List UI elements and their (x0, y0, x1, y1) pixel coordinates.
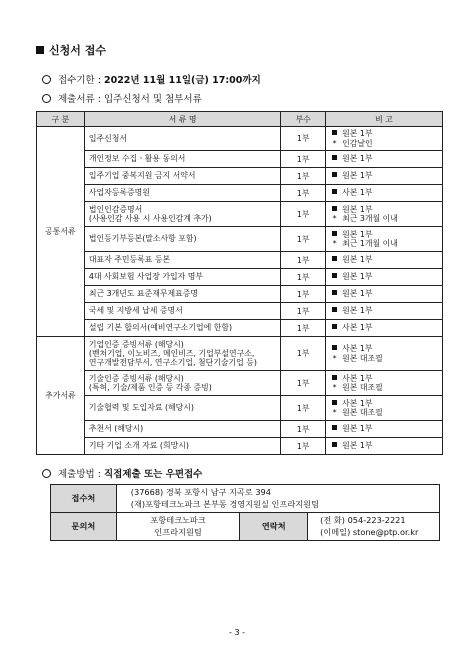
remarks-cell (326, 202, 443, 227)
remarks-cell (326, 421, 443, 438)
document-name-line: 4대 사회보험 사업장 가입자 명부 (88, 272, 204, 282)
count-cell: 1부 (281, 438, 326, 455)
count-cell: 1부 (281, 421, 326, 438)
category-cell: 공통서류 (37, 127, 85, 337)
category-cell: 추가서류 (37, 337, 85, 455)
remark-line (332, 214, 442, 223)
remark-line (332, 272, 442, 281)
page-number: - 3 - (229, 628, 245, 637)
asterisk-icon: * (332, 383, 337, 392)
remark-line (332, 344, 442, 353)
remark-line (332, 306, 442, 315)
asterisk-icon: * (332, 138, 337, 148)
square-bullet-icon (332, 307, 337, 312)
address-line-2: (재)포항테크노파크 본부동 경영지원실 인프라지원팀 (130, 498, 319, 509)
count-cell: 1부 (281, 127, 326, 151)
email-text: (이메일) stone@ptp.or.kr (320, 526, 419, 537)
remark-text: 원본 대조필 (342, 408, 383, 417)
deadline-line (42, 72, 261, 86)
document-name-line: 추천서 (해당시) (88, 424, 144, 434)
remark-text: 사본 1부 (342, 398, 373, 408)
remark-text: 사본 1부 (342, 373, 373, 383)
document-name-cell (84, 371, 280, 396)
count-cell: 1부 (281, 151, 326, 168)
document-name-cell (84, 337, 280, 371)
inquiry-cell (116, 513, 240, 541)
remark-line (332, 239, 442, 248)
remark-line (332, 323, 442, 332)
document-name-line: 기업인증 증빙서류 (해당시) (88, 339, 184, 349)
square-bullet-icon (332, 425, 337, 430)
submit-method-value: 직접제출 또는 우편접수 (103, 469, 203, 480)
asterisk-icon: * (332, 353, 337, 363)
square-bullet-icon (332, 256, 337, 261)
table-row (37, 151, 443, 168)
remark-text: 원본 1부 (342, 306, 373, 316)
inquiry-line-1: 포항테크노파크 (150, 515, 206, 526)
remark-text: 원본 대조필 (342, 383, 383, 392)
remark-line (332, 399, 442, 408)
table-row (37, 303, 443, 320)
section-title: 신청서 접수 (49, 44, 106, 57)
square-bullet-icon (332, 345, 337, 350)
section-heading (36, 42, 106, 58)
document-name-line: 대표자 주민등록표 등본 (88, 255, 171, 265)
table-row (37, 185, 443, 202)
documents-table (36, 111, 443, 455)
table-row (37, 269, 443, 286)
remarks-cell (326, 185, 443, 202)
contact-label: 연락처 (240, 513, 308, 541)
remarks-cell (326, 303, 443, 320)
square-bullet-icon (332, 155, 337, 160)
table-row (37, 438, 443, 455)
remarks-cell (326, 252, 443, 269)
remark-line (332, 171, 442, 180)
count-cell: 1부 (281, 286, 326, 303)
document-name-cell (84, 320, 280, 337)
remark-text: 원본 1부 (342, 424, 373, 434)
count-cell: 1부 (281, 202, 326, 227)
square-bullet-icon (332, 172, 337, 177)
remark-text: 인감날인 (342, 138, 373, 148)
document-name-line: (사용인감 사용 시 사용인감계 추가) (88, 214, 212, 223)
document-name-cell (84, 421, 280, 438)
square-bullet-icon (332, 206, 337, 211)
document-name-line: 입주기업 중복지원 금지 서약서 (88, 171, 196, 181)
document-name-line: (벤처기업, 이노비즈, 메인비즈, 기업부설연구소, (88, 348, 255, 358)
remark-text: 원본 1부 (342, 229, 373, 239)
inquiry-row (51, 513, 440, 541)
square-bullet-icon (332, 324, 337, 329)
deadline-label: 접수기한 : (58, 75, 101, 86)
address-label: 접수처 (51, 485, 117, 513)
table-row (37, 127, 443, 151)
remark-text: 원본 1부 (342, 171, 373, 181)
remark-line (332, 154, 442, 163)
documents-label: 제출서류 : (58, 94, 101, 105)
document-name-line: 법인인감증명서 (88, 204, 143, 214)
count-cell: 1부 (281, 396, 326, 421)
document-name-line: 법인등기부등본(말소사항 포함) (88, 234, 197, 244)
inquiry-line-2: 인프라지원팀 (154, 526, 202, 537)
document-name-cell (84, 438, 280, 455)
remark-text: 원본 1부 (342, 289, 373, 299)
address-line-1: (37668) 경북 포항시 남구 지곡로 394 (130, 487, 271, 498)
square-bullet-icon (332, 273, 337, 278)
square-bullet-icon (332, 442, 337, 447)
contact-table (50, 484, 440, 541)
deadline-value: 2022년 11월 11일(금) 17:00까지 (103, 75, 261, 86)
remark-line (332, 441, 442, 450)
remark-line (332, 139, 442, 148)
remarks-cell (326, 320, 443, 337)
circle-bullet-icon (42, 94, 51, 103)
remarks-cell (326, 127, 443, 151)
circle-bullet-icon (42, 469, 51, 478)
document-name-cell (84, 227, 280, 252)
remark-line (332, 354, 442, 363)
remark-text: 원본 1부 (342, 255, 373, 265)
count-cell: 1부 (281, 252, 326, 269)
remark-line (332, 408, 442, 417)
header-count: 부수 (281, 112, 326, 127)
phone-text: (전 화) 054-223-2221 (320, 515, 406, 526)
remark-text: 사본 1부 (342, 188, 373, 198)
remarks-cell (326, 151, 443, 168)
remark-text: 원본 1부 (342, 204, 373, 214)
document-name-cell (84, 127, 280, 151)
table-row (37, 320, 443, 337)
square-bullet-icon (332, 400, 337, 405)
square-bullet-icon (332, 231, 337, 236)
count-cell: 1부 (281, 337, 326, 371)
remark-text: 사본 1부 (342, 323, 373, 333)
asterisk-icon: * (332, 214, 337, 223)
count-cell: 1부 (281, 371, 326, 396)
address-row (51, 485, 440, 513)
document-name-cell (84, 303, 280, 320)
remark-line (332, 205, 442, 214)
document-name-line: (특허, 기술/제품 인증 등 각종 증빙) (88, 383, 212, 392)
document-name-cell (84, 151, 280, 168)
remarks-cell (326, 227, 443, 252)
square-bullet-icon (332, 375, 337, 380)
count-cell: 1부 (281, 320, 326, 337)
count-cell: 1부 (281, 168, 326, 185)
count-cell: 1부 (281, 303, 326, 320)
remarks-cell (326, 168, 443, 185)
documents-value: 입주신청서 및 첨부서류 (103, 94, 202, 105)
address-cell (116, 485, 439, 513)
remark-text: 사본 1부 (342, 344, 373, 354)
header-remarks: 비 고 (326, 112, 443, 127)
table-row (37, 252, 443, 269)
document-name-cell (84, 396, 280, 421)
submit-method-line (42, 466, 202, 480)
submit-method-label: 제출방법 : (58, 469, 101, 480)
document-name-line: 입주신청서 (88, 133, 127, 143)
document-name-line: 개인정보 수집ㆍ활용 동의서 (88, 154, 186, 164)
table-row (37, 396, 443, 421)
document-name-cell (84, 185, 280, 202)
document-name-cell (84, 286, 280, 303)
remark-line (332, 289, 442, 298)
remark-text: 원본 1부 (342, 129, 373, 139)
square-bullet-icon (332, 130, 337, 135)
remark-text: 최근 3개월 이내 (342, 214, 398, 223)
contact-cell (308, 513, 440, 541)
remark-text: 최근 1개월 이내 (342, 239, 398, 248)
square-bullet-icon (36, 46, 44, 54)
document-name-cell (84, 252, 280, 269)
circle-bullet-icon (42, 75, 51, 84)
table-row (37, 371, 443, 396)
document-name-line: 사업자등록증명원 (88, 188, 150, 198)
table-row (37, 337, 443, 371)
documents-line (42, 91, 202, 105)
document-name-line: 기타 기업 소개 자료 (희망시) (88, 441, 189, 451)
remarks-cell (326, 269, 443, 286)
document-name-cell (84, 202, 280, 227)
remarks-cell (326, 371, 443, 396)
remark-line (332, 230, 442, 239)
document-name-line: 국세 및 지방세 납세 증명서 (88, 306, 183, 316)
table-row (37, 168, 443, 185)
document-name-line: 기술협력 및 도입자료 (해당시) (88, 403, 195, 413)
table-header-row (37, 112, 443, 127)
asterisk-icon: * (332, 239, 337, 248)
remark-line (332, 374, 442, 383)
asterisk-icon: * (332, 408, 337, 417)
document-name-line: 설립 기본 합의서(예비연구소기업에 한함) (88, 323, 233, 333)
document-name-line: 연구개발전담부서, 연구소기업, 첨단기술기업 등) (88, 358, 257, 368)
table-row (37, 227, 443, 252)
square-bullet-icon (332, 189, 337, 194)
table-row (37, 286, 443, 303)
document-name-cell (84, 168, 280, 185)
remark-line (332, 188, 442, 197)
document-name-line: 기술인증 증빙서류 (해당시) (88, 373, 184, 383)
table-row (37, 202, 443, 227)
remark-line (332, 255, 442, 264)
remark-text: 원본 1부 (342, 154, 373, 164)
document-name-line: 최근 3개년도 표준재무제표증명 (88, 289, 198, 299)
inquiry-label: 문의처 (51, 513, 117, 541)
table-row (37, 421, 443, 438)
remark-line (332, 424, 442, 433)
header-document-name: 서 류 명 (84, 112, 280, 127)
remarks-cell (326, 396, 443, 421)
header-category: 구 분 (37, 112, 85, 127)
count-cell: 1부 (281, 185, 326, 202)
remarks-cell (326, 286, 443, 303)
remark-text: 원본 1부 (342, 272, 373, 282)
remark-text: 원본 1부 (342, 441, 373, 451)
remark-line (332, 383, 442, 392)
square-bullet-icon (332, 290, 337, 295)
count-cell: 1부 (281, 269, 326, 286)
count-cell: 1부 (281, 227, 326, 252)
document-name-cell (84, 269, 280, 286)
remarks-cell (326, 337, 443, 371)
remark-text: 원본 대조필 (342, 353, 383, 363)
remarks-cell (326, 438, 443, 455)
remark-line (332, 129, 442, 138)
